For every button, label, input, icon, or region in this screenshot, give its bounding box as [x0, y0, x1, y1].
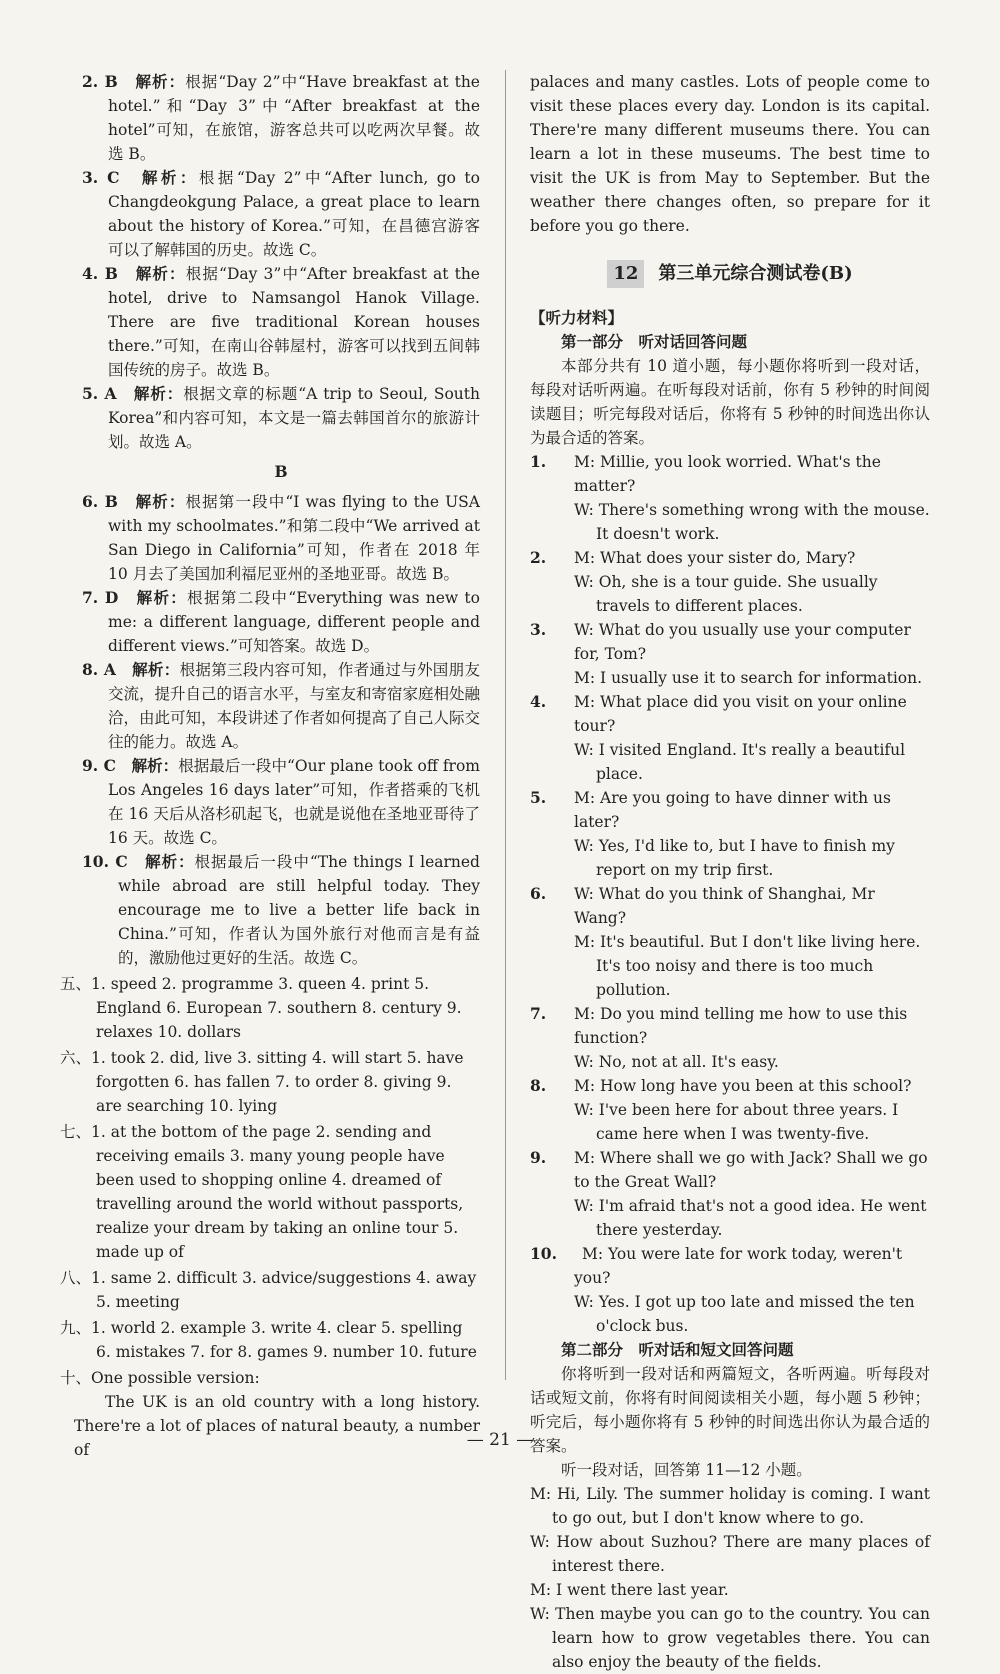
- section-five: 五、1. speed 2. programme 3. queen 4. print 5. England 6. European 7. southern 8. century 9. relaxes 10. dollars: [60, 975, 462, 1041]
- conversation-line: W: Then maybe you can go to the country. You can learn how to grow vegetables there. You can also enjoy the beauty of the fields.: [530, 1605, 930, 1671]
- answer-item: 7. D 解析：根据第二段中“Everything was new to me: a different language, different people and different views.”可知答案。故选 D。: [82, 588, 480, 655]
- part2-title: 第二部分 听对话和短文回答问题: [561, 1340, 794, 1359]
- column-divider: [505, 70, 506, 1380]
- section-ten: 十、One possible version:: [60, 1369, 260, 1387]
- page-number: — 21 —: [466, 1430, 534, 1450]
- dialogue: 5. M: Are you going to have dinner with us later? W: Yes, I'd like to, but I have to finish my report on my trip first.: [530, 788, 895, 879]
- section-six: 六、1. took 2. did, live 3. sitting 4. will start 5. have forgotten 6. has fallen 7. to order 8. giving 9. are searching 10. lying: [60, 1049, 464, 1115]
- answer-item: 9. C 解析：根据最后一段中“Our plane took off from Los Angeles 16 days later”可知，作者搭乘的飞机在 16 天后从洛杉矶起飞，也就是说他在圣地亚哥待了 16 天。故选 C。: [82, 756, 480, 847]
- section-nine: 九、1. world 2. example 3. write 4. clear 5. spelling 6. mistakes 7. for 8. games 9. number 10. future: [60, 1319, 477, 1361]
- answers-b: [82, 490, 480, 970]
- part2-sub: 听一段对话，回答第 11—12 小题。: [561, 1461, 812, 1479]
- unit-title-text: 第三单元综合测试卷(B): [658, 263, 853, 284]
- listening-heading: 【听力材料】: [530, 308, 624, 327]
- part1-intro: 本部分共有 10 道小题，每小题你将听到一段对话，每段对话听两遍。在听每段对话前，你有 5 秒钟的时间阅读题目；听完每段对话后，你将有 5 秒钟的时间选出你认为最合适的答案。: [530, 357, 930, 447]
- dialogue: 8. M: How long have you been at this school? W: I've been here for about three years. I came here when I was twenty-five.: [530, 1076, 912, 1143]
- answer-item: 10. C 解析：根据最后一段中“The things I learned while abroad are still helpful today. They encourage me to live a better life back in China.”可知，作者认为国外旅行对他而言是有益的，激励他过更好的生活。故选 C。: [82, 852, 480, 967]
- section-b-heading: B: [274, 462, 288, 481]
- left-column: [60, 70, 481, 1462]
- dialogue: 10. M: You were late for work today, weren't you? W: Yes. I got up too late and missed the ten o'clock bus.: [530, 1244, 915, 1335]
- part2-intro: 你将听到一段对话和两篇短文，各听两遍。听每段对话或短文前，你将有时间阅读相关小题，每小题 5 秒钟；听完后，每小题你将有 5 秒钟的时间选出你认为最合适的答案。: [530, 1365, 930, 1455]
- essay-continued: palaces and many castles. Lots of people come to visit these places every day. London is its capital. There're many different museums there. You can learn a lot in these museums. The best time to visit the UK is from May to September. But the weather there changes often, so prepare for it before you go there.: [530, 73, 930, 235]
- dialogue: 1. M: Millie, you look worried. What's the matter? W: There's something wrong with the mouse. It doesn't work.: [530, 452, 930, 543]
- conversation-line: M: Hi, Lily. The summer holiday is coming. I want to go out, but I don't know where to go.: [530, 1485, 930, 1527]
- conversation-line: W: How about Suzhou? There are many places of interest there.: [530, 1533, 930, 1575]
- unit-number: 12: [607, 260, 644, 288]
- answer-item: 6. B 解析：根据第一段中“I was flying to the USA with my schoolmates.”和第二段中“We arrived at San Diego in California”可知，作者在 2018 年 10 月去了美国加利福尼亚州的圣地亚哥。故选 B。: [82, 492, 480, 583]
- dialogue: 3. W: What do you usually use your computer for, Tom? M: I usually use it to search for information.: [530, 620, 923, 687]
- dialogue: 2. M: What does your sister do, Mary? W: Oh, she is a tour guide. She usually travels to different places.: [530, 548, 878, 615]
- dialogue: 9. M: Where shall we go with Jack? Shall we go to the Great Wall? W: I'm afraid that's not a good idea. He went there yesterday.: [530, 1148, 928, 1239]
- answer-item: 8. A 解析：根据第三段内容可知，作者通过与外国朋友交流，提升自己的语言水平，与室友和寄宿家庭相处融洽，由此可知，本段讲述了作者如何提高了自己人际交往的能力。故选 A。: [82, 660, 481, 751]
- answer-item: 3. C 解析：根据“Day 2”中“After lunch, go to Changdeokgung Palace, a great place to learn about the history of Korea.”可知，在昌德宫游客可以了解韩国的历史。故选 C。: [82, 168, 480, 259]
- dialogue: 4. M: What place did you visit on your online tour? W: I visited England. It's really a beautiful place.: [530, 692, 907, 783]
- dialogue-list: [530, 450, 930, 1338]
- unit-title: [530, 260, 930, 288]
- answer-item: 2. B 解析：根据“Day 2”中“Have breakfast at the hotel.”和“Day 3”中“After breakfast at the hotel”可知，在旅馆，游客总共可以吃两次早餐。故选 B。: [82, 72, 480, 163]
- answer-item: 5. A 解析：根据文章的标题“A trip to Seoul, South Korea”和内容可知，本文是一篇去韩国首尔的旅游计划。故选 A。: [82, 384, 480, 451]
- section-seven: 七、1. at the bottom of the page 2. sending and receiving emails 3. many young people have been used to shopping online 4. dreamed of travelling around the world without passports, realize your dream by taking an online tour 5. made up of: [60, 1123, 464, 1261]
- section-eight: 八、1. same 2. difficult 3. advice/suggestions 4. away 5. meeting: [60, 1269, 477, 1311]
- section-answers: [60, 972, 480, 1462]
- conversation: [530, 1482, 930, 1674]
- part1-title: 第一部分 听对话回答问题: [561, 332, 748, 351]
- answer-item: 4. B 解析：根据“Day 3”中“After breakfast at the hotel, drive to Namsangol Hanok Village. There are five traditional Korean houses there.”可知，在南山谷韩屋村，游客可以找到五间韩国传统的房子。故选 B。: [82, 264, 480, 379]
- essay-start: The UK is an old country with a long history. There're a lot of places of natural beauty, a number of: [74, 1393, 480, 1459]
- conversation-line: M: I went there last year.: [530, 1581, 729, 1599]
- dialogue: 6. W: What do you think of Shanghai, Mr Wang? M: It's beautiful. But I don't like living here. It's too noisy and there is too much pollution.: [530, 884, 921, 999]
- answers-a: [82, 70, 480, 454]
- dialogue: 7. M: Do you mind telling me how to use this function? W: No, not at all. It's easy.: [530, 1004, 908, 1071]
